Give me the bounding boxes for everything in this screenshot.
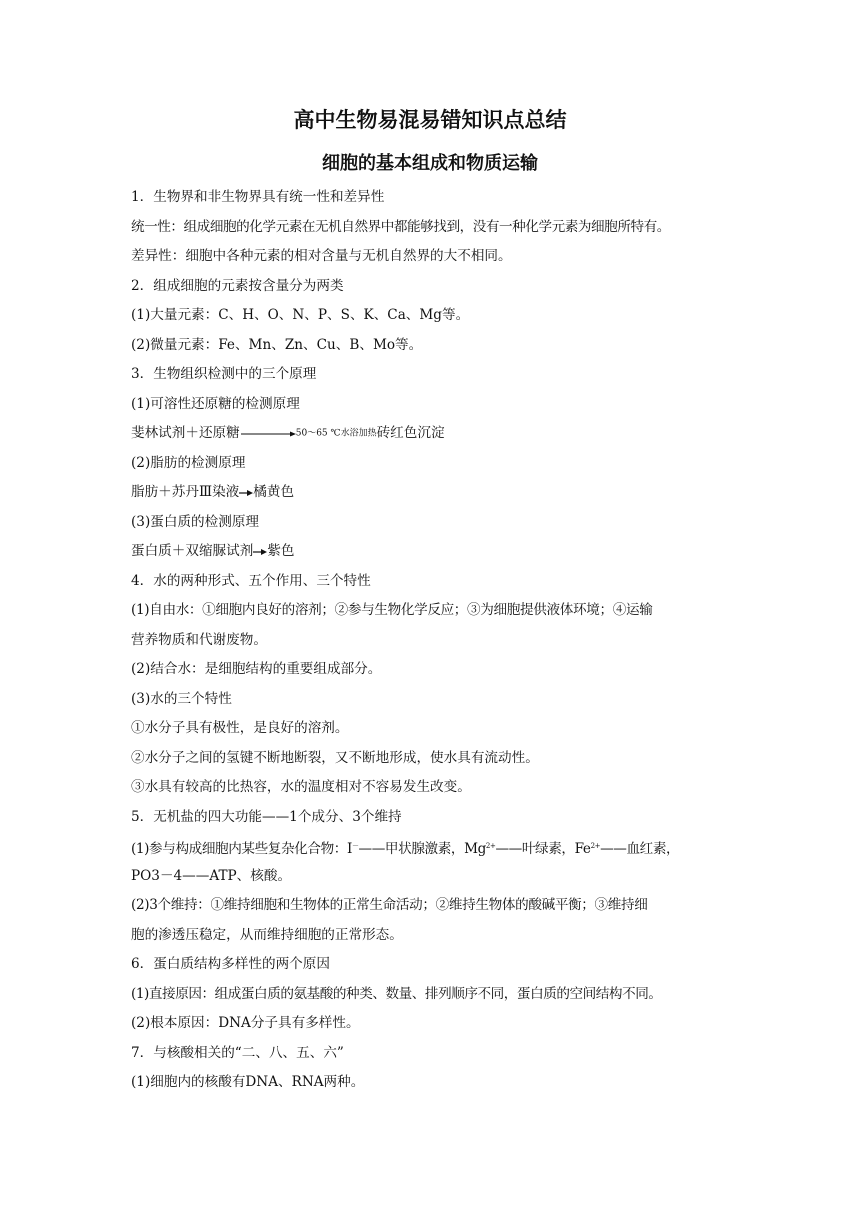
salt-function-line2: PO3－4——ATP、核酸。 [131,868,292,884]
salt-function-line1 [131,836,741,859]
major-elements: (1)大量元素：C、H、O、N、P、S、K、Ca、Mg等。 [131,307,470,323]
unity-text: 统一性：组成细胞的化学元素在无机自然界中都能够找到，没有一种化学元素为细胞所特有。 [131,219,670,235]
free-water-line2: 营养物质和代谢废物。 [131,632,267,648]
water-property-1: ①水分子具有极性，是良好的溶剂。 [131,720,349,736]
water-property-2: ②水分子之间的氢键不断地断裂，又不断地形成，使水具有流动性。 [131,750,539,766]
fat-test-title: (2)脂肪的检测原理 [131,455,246,471]
difference-text: 差异性：细胞中各种元素的相对含量与无机自然界的大不相同。 [131,248,512,264]
sugar-reagents: 斐林试剂＋还原糖 [131,425,240,441]
iron-charge: 2+ [590,842,601,850]
salt-text-d: ——血红素， [600,841,680,857]
fat-reagents: 脂肪＋苏丹Ⅲ染液 [131,484,240,500]
bound-water: (2)结合水：是细胞结构的重要组成部分。 [131,661,382,677]
item-7-heading: 7．与核酸相关的“二、八、五、六” [131,1045,344,1061]
magnesium-charge: 2+ [485,842,496,850]
item-1-heading: 1．生物界和非生物界具有统一性和差异性 [131,189,385,205]
arrow-icon [253,547,267,557]
item-3-heading: 3．生物组织检测中的三个原理 [131,366,317,382]
salt-text-b: ——甲状腺激素，Mg [358,841,486,857]
item-5-heading: 5．无机盐的四大功能——1个成分、3个维持 [131,809,402,825]
item-4-heading: 4．水的两种形式、五个作用、三个特性 [131,573,371,589]
sugar-test-title: (1)可溶性还原糖的检测原理 [131,396,300,412]
nucleic-acid-types: (1)细胞内的核酸有DNA、RNA两种。 [131,1074,365,1090]
protein-direct-cause: (1)直接原因：组成蛋白质的氨基酸的种类、数量、排列顺序不同，蛋白质的空间结构不同。 [131,986,662,1002]
reaction-condition: 50～65 ℃水浴加热 [295,428,377,439]
iodide-charge: － [351,842,359,850]
item-2-heading: 2．组成细胞的元素按含量分为两类 [131,278,344,294]
arrow-icon [239,488,253,498]
salt-text-a: (1)参与构成细胞内某些复杂化合物：I [131,841,352,857]
fat-result: 橘黄色 [253,484,295,500]
protein-root-cause: (2)根本原因：DNA分子具有多样性。 [131,1015,360,1031]
protein-test-title: (3)蛋白质的检测原理 [131,514,260,530]
protein-reagents: 蛋白质＋双缩脲试剂 [131,543,254,559]
section-title: 细胞的基本组成和物质运输 [322,153,538,174]
water-property-3: ③水具有较高的比热容，水的温度相对不容易发生改变。 [131,779,471,795]
salt-text-c: ——叶绿素，Fe [495,841,591,857]
trace-elements: (2)微量元素：Fe、Mn、Zn、Cu、B、Mo等。 [131,337,423,353]
water-properties-title: (3)水的三个特性 [131,691,232,707]
salt-maintain-line1: (2)3个维持：①维持细胞和生物体的正常生命活动；②维持生物体的酸碱平衡；③维持细 [131,897,648,913]
document-title: 高中生物易混易错知识点总结 [293,108,567,132]
fat-test-formula [131,482,741,502]
sugar-test-formula [131,423,741,444]
protein-test-formula [131,541,741,561]
protein-result: 紫色 [267,543,295,559]
salt-maintain-line2: 胞的渗透压稳定，从而维持细胞的正常形态。 [131,927,403,943]
item-6-heading: 6．蛋白质结构多样性的两个原因 [131,956,330,972]
free-water-line1: (1)自由水：①细胞内良好的溶剂；②参与生物化学反应；③为细胞提供液体环境；④运输 [131,602,653,618]
reaction-arrow-icon [240,427,296,441]
sugar-result: 砖红色沉淀 [376,425,445,441]
